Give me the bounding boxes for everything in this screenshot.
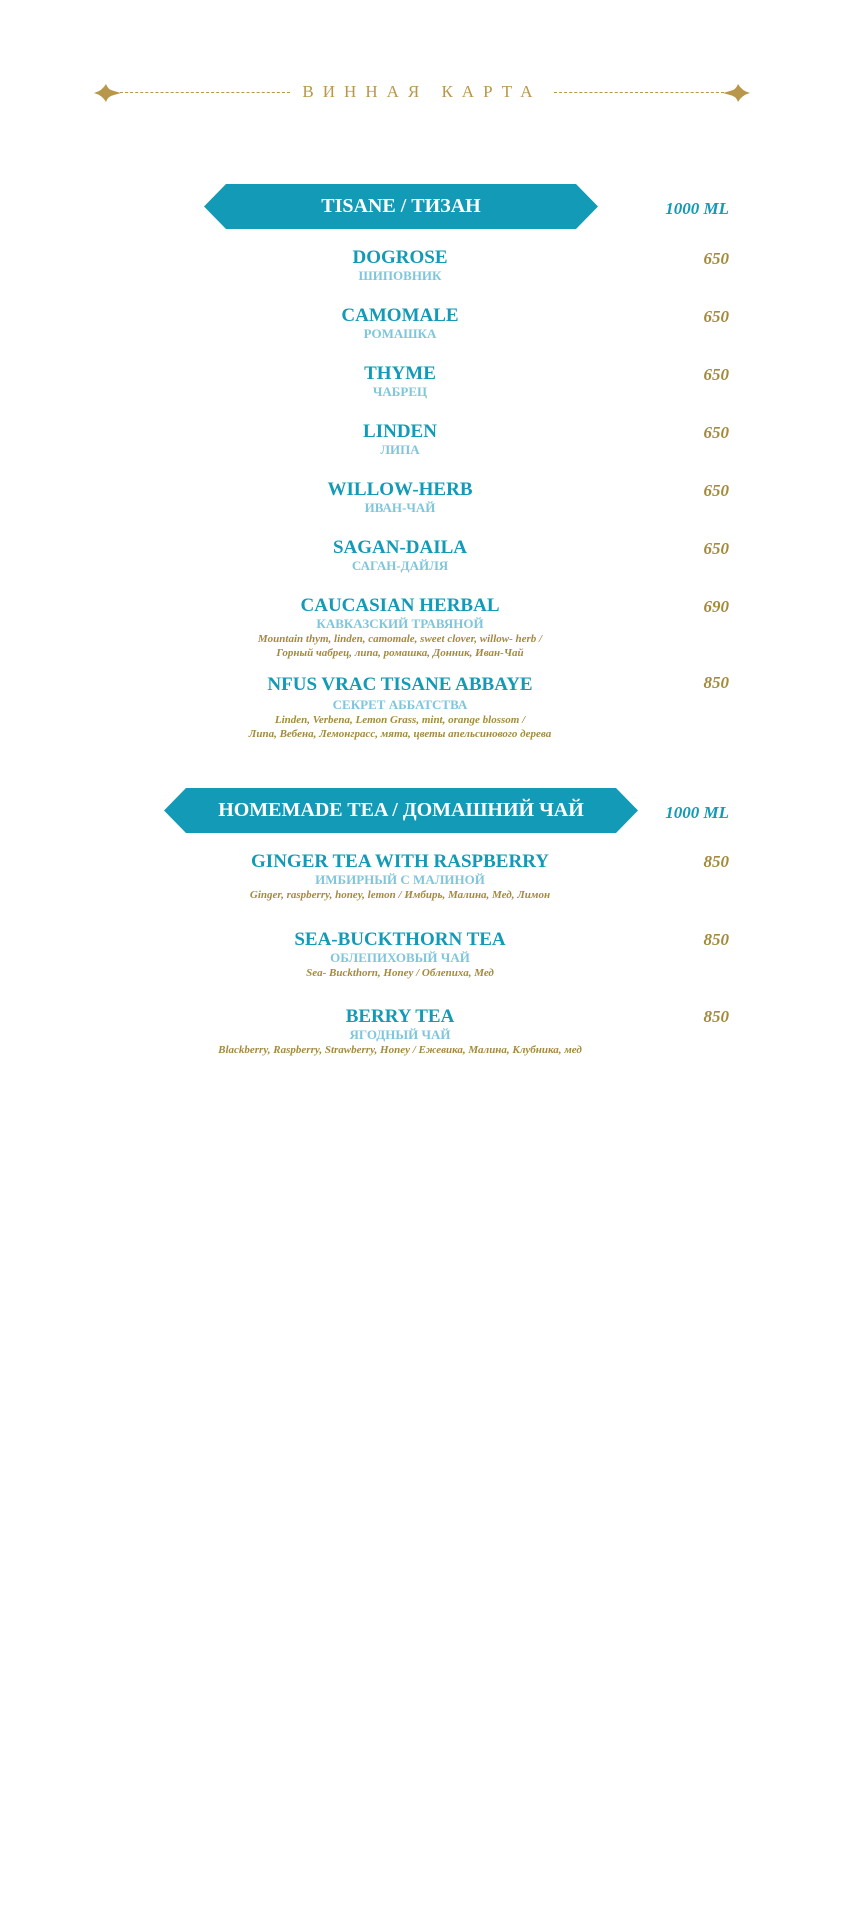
item-name-en: CAUCASIAN HERBAL bbox=[300, 595, 500, 616]
item-price: 850 bbox=[703, 852, 729, 871]
item-name-ru: ЧАБРЕЦ bbox=[372, 384, 428, 399]
fleur-ornament-icon bbox=[722, 78, 752, 108]
menu-item bbox=[150, 248, 650, 284]
item-price: 650 bbox=[703, 365, 729, 384]
header-divider-right bbox=[554, 92, 724, 93]
item-price: 650 bbox=[703, 481, 729, 500]
item-name-ru: САГАН-ДАЙЛЯ bbox=[351, 558, 449, 573]
item-price: 850 bbox=[703, 1007, 729, 1026]
item-name-ru: СЕКРЕТ АББАТСТВА bbox=[332, 697, 468, 712]
item-description: Горный чабрец, липа, ромашка, Донник, Иван-Чай bbox=[276, 647, 524, 659]
menu-item bbox=[150, 930, 650, 980]
item-name-ru: ЛИПА bbox=[380, 442, 420, 457]
item-price: 650 bbox=[703, 307, 729, 326]
item-name-en: DOGROSE bbox=[352, 247, 448, 268]
section-volume: 1000 ML bbox=[665, 803, 729, 822]
item-name-en: CAMOMALE bbox=[341, 305, 459, 326]
item-name-ru: КАВКАЗСКИЙ ТРАВЯНОЙ bbox=[316, 616, 484, 631]
wine-list-header bbox=[92, 72, 752, 112]
item-name-en: SEA-BUCKTHORN TEA bbox=[294, 929, 506, 950]
item-name-en: BERRY TEA bbox=[345, 1006, 455, 1027]
section-title: TISANE / ТИЗАН bbox=[321, 195, 481, 217]
item-price: 650 bbox=[703, 423, 729, 442]
item-description: Mountain thym, linden, camomale, sweet clover, willow- herb / bbox=[257, 633, 543, 645]
menu-item bbox=[150, 364, 650, 400]
item-name-en: THYME bbox=[364, 363, 436, 384]
item-price: 850 bbox=[703, 673, 729, 692]
item-description: Липа, Вебена, Лемонграсс, мята, цветы апельсинового дерева bbox=[248, 728, 552, 740]
section-volume: 1000 ML bbox=[665, 199, 729, 218]
section-banner-homemade-tea bbox=[164, 788, 638, 833]
item-name-ru: ЯГОДНЫЙ ЧАЙ bbox=[349, 1027, 451, 1042]
menu-item bbox=[150, 596, 650, 660]
menu-item bbox=[150, 852, 650, 902]
section-banner-tisane bbox=[204, 184, 598, 229]
item-name-en: WILLOW-HERB bbox=[327, 479, 473, 500]
item-name-ru: ИМБИРНЫЙ С МАЛИНОЙ bbox=[315, 872, 485, 887]
menu-item bbox=[150, 306, 650, 342]
item-name-ru: ИВАН-ЧАЙ bbox=[364, 500, 436, 515]
item-price: 850 bbox=[703, 930, 729, 949]
item-name-ru: ОБЛЕПИХОВЫЙ ЧАЙ bbox=[330, 950, 470, 965]
item-price: 650 bbox=[703, 249, 729, 268]
item-price: 650 bbox=[703, 539, 729, 558]
menu-item bbox=[150, 673, 650, 741]
menu-item bbox=[150, 422, 650, 458]
item-name-en: SAGAN-DAILA bbox=[332, 537, 468, 558]
item-name-en: GINGER TEA WITH RASPBERRY bbox=[251, 851, 549, 872]
item-name-en: NFUS VRAC TISANE ABBAYE bbox=[267, 674, 533, 695]
item-name-en: LINDEN bbox=[363, 421, 437, 442]
page-title: ВИННАЯ КАРТА bbox=[302, 82, 542, 101]
section-title: HOMEMADE TEA / ДОМАШНИЙ ЧАЙ bbox=[218, 799, 584, 821]
menu-item bbox=[150, 1007, 650, 1057]
menu-item bbox=[150, 538, 650, 574]
menu-item bbox=[150, 480, 650, 516]
item-price: 690 bbox=[703, 597, 729, 616]
item-description: Linden, Verbena, Lemon Grass, mint, orange blossom / bbox=[274, 714, 526, 726]
item-description: Blackberry, Raspberry, Strawberry, Honey / Ежевика, Малина, Клубника, мед bbox=[218, 1044, 582, 1056]
item-description: Ginger, raspberry, honey, lemon / Имбирь, Малина, Мед, Лимон bbox=[249, 889, 551, 901]
item-description: Sea- Buckthorn, Honey / Облепиха, Мед bbox=[306, 967, 494, 979]
item-name-ru: РОМАШКА bbox=[363, 326, 437, 341]
item-name-ru: ШИПОВНИК bbox=[358, 268, 442, 283]
